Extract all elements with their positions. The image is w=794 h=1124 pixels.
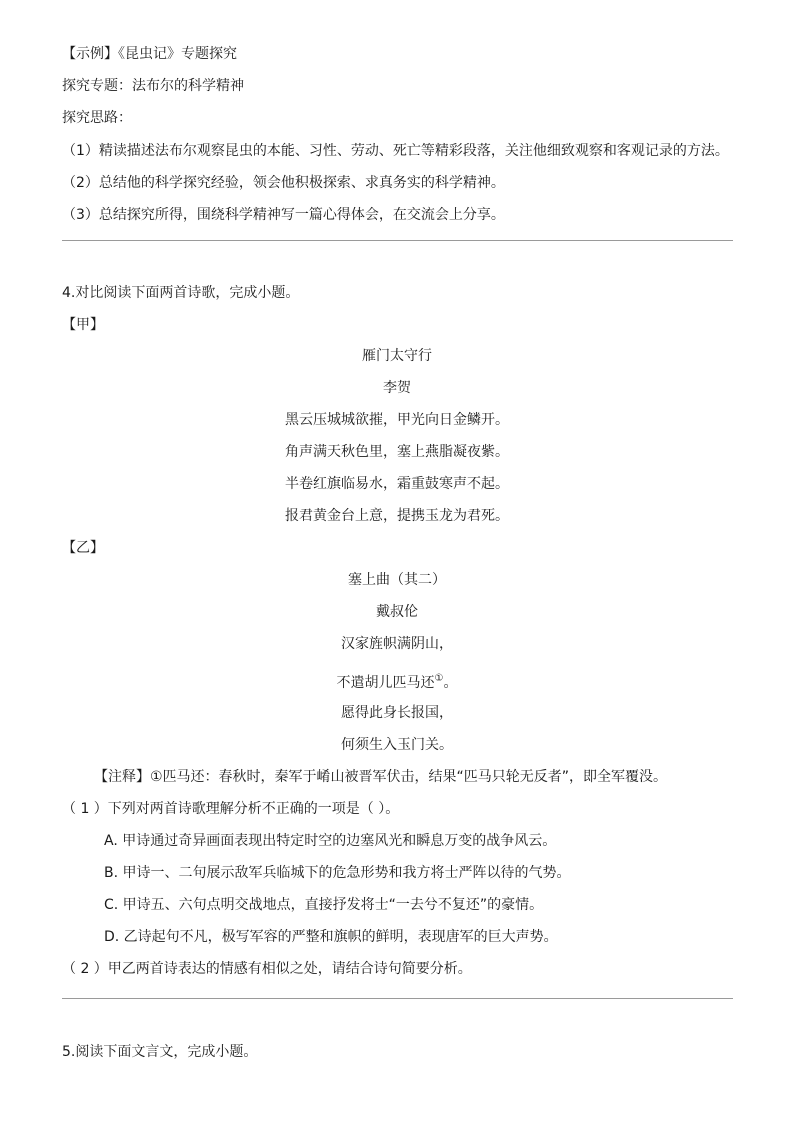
poem-jia-title: 雁门太守行 xyxy=(362,348,432,364)
section-divider xyxy=(62,240,733,241)
example-approach-label: 探究思路： xyxy=(62,110,132,126)
q4-yi-label: 【乙】 xyxy=(62,540,104,556)
q4-jia-label: 【甲】 xyxy=(62,317,104,333)
option-b: B. 甲诗一、二句展示敌军兵临城下的危急形势和我方将士严阵以待的气势。 xyxy=(104,865,571,881)
poem-yi-line-4: 何须生入玉门关。 xyxy=(341,737,453,753)
option-c: C. 甲诗五、六句点明交战地点，直接抒发将士“一去兮不复还”的豪情。 xyxy=(104,897,544,913)
option-a: A. 甲诗通过奇异画面表现出特定时空的边塞风光和瞬息万变的战争风云。 xyxy=(104,833,557,849)
poem-note: 【注释】①匹马还：春秋时，秦军于崤山被晋军伏击，结果“匹马只轮无反者”，即全军覆没。 xyxy=(94,769,668,785)
example-step-3: （3）总结探究所得，围绕科学精神写一篇心得体会，在交流会上分享。 xyxy=(62,207,505,223)
q4-prompt: 4.对比阅读下面两首诗歌，完成小题。 xyxy=(62,285,300,301)
poem-jia-author: 李贺 xyxy=(383,380,411,396)
poem-yi-line-3: 愿得此身长报国， xyxy=(341,705,453,721)
poem-yi-line-2 xyxy=(0,669,794,693)
poem-yi-line-2-text: 不遣胡儿匹马还 xyxy=(336,675,435,691)
section-divider-2 xyxy=(62,998,733,999)
poem-jia-line-3: 半卷红旗临易水，霜重鼓寒声不起。 xyxy=(285,476,509,492)
example-topic: 探究专题：法布尔的科学精神 xyxy=(62,78,244,94)
footnote-marker: ① xyxy=(434,673,444,684)
poem-jia-line-1: 黑云压城城欲摧，甲光向日金鳞开。 xyxy=(285,412,509,428)
example-title: 【示例】《昆虫记》专题探究 xyxy=(62,46,237,62)
poem-jia-line-4: 报君黄金台上意，提携玉龙为君死。 xyxy=(285,508,509,524)
example-step-2: （2）总结他的科学探究经验，领会他积极探索、求真务实的科学精神。 xyxy=(62,175,505,191)
poem-jia-line-2: 角声满天秋色里，塞上燕脂凝夜紫。 xyxy=(285,444,509,460)
poem-yi-author: 戴叔伦 xyxy=(376,604,418,620)
q4-sub2-prompt: （ 2 ）甲乙两首诗表达的情感有相似之处，请结合诗句简要分析。 xyxy=(62,961,472,977)
example-step-1: （1）精读描述法布尔观察昆虫的本能、习性、劳动、死亡等精彩段落，关注他细致观察和客观记录的方法。 xyxy=(62,143,729,159)
q4-sub1-prompt: （ 1 ）下列对两首诗歌理解分析不正确的一项是（ ）。 xyxy=(62,801,400,817)
q5-prompt: 5.阅读下面文言文，完成小题。 xyxy=(62,1044,258,1060)
poem-yi-line-2-end: 。 xyxy=(443,675,458,691)
poem-yi-title: 塞上曲（其二） xyxy=(348,572,446,588)
option-d: D. 乙诗起句不凡，极写军容的严整和旗帜的鲜明，表现唐军的巨大声势。 xyxy=(104,929,558,945)
poem-yi-line-1: 汉家旌帜满阴山， xyxy=(341,636,453,652)
